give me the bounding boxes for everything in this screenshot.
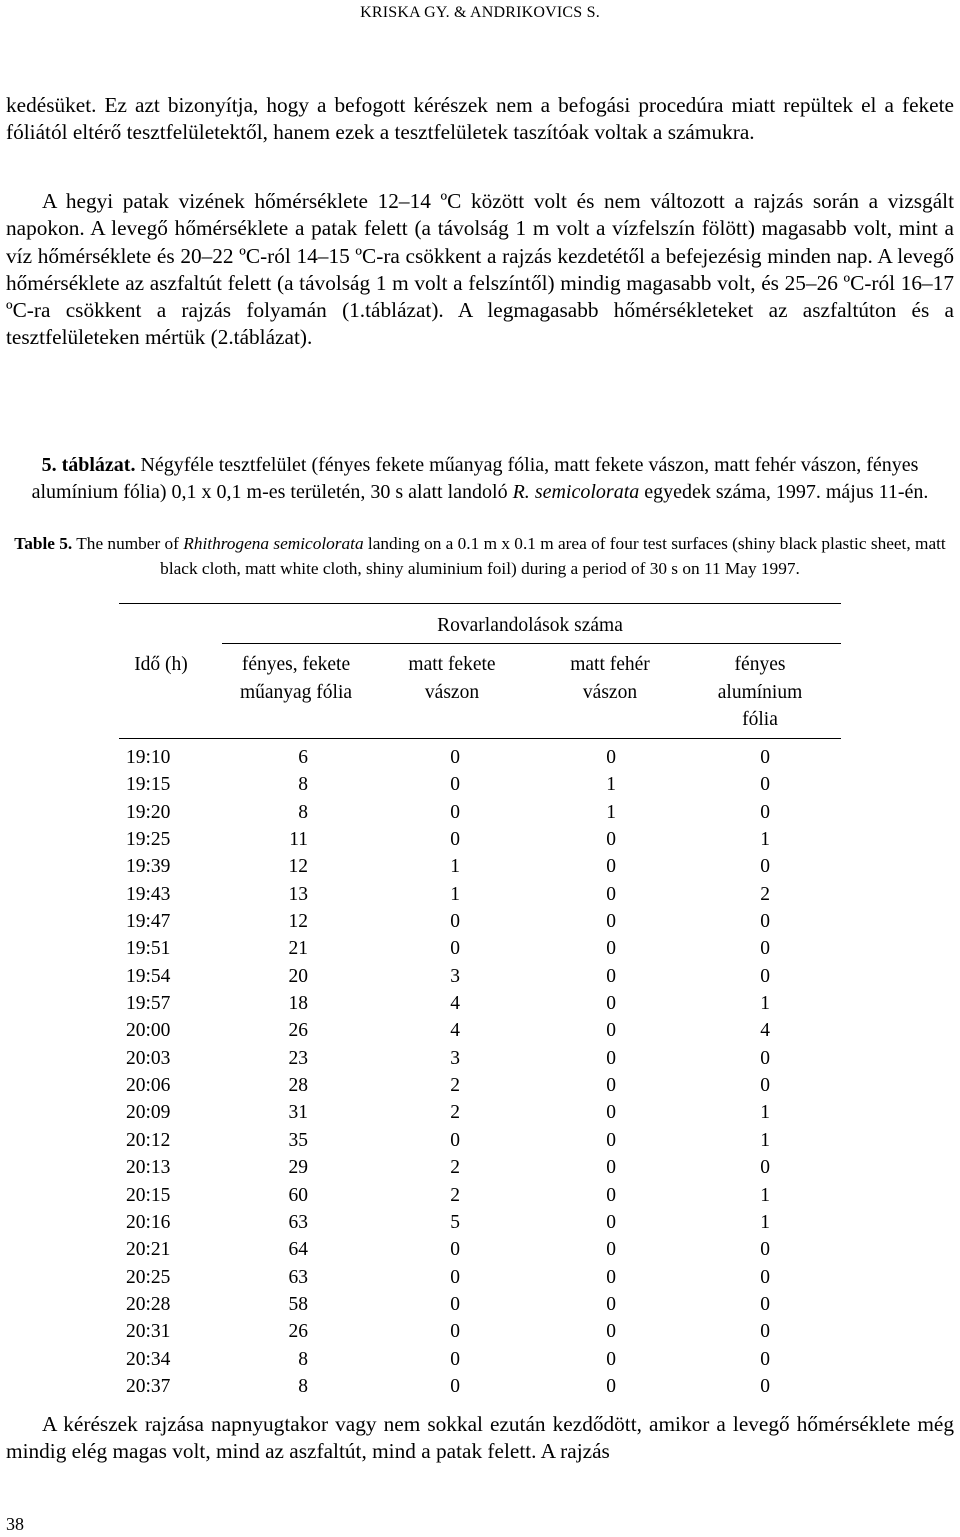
cell-matt-black: 2 (450, 1075, 460, 1097)
cell-matt-white: 0 (606, 938, 616, 960)
cell-aluminium: 1 (760, 1211, 770, 1233)
cell-aluminium: 0 (760, 1157, 770, 1179)
cell-black-plastic: 8 (298, 801, 308, 823)
cell-matt-black: 4 (450, 1020, 460, 1042)
cell-matt-black: 3 (450, 1047, 460, 1069)
cell-time: 20:37 (126, 1375, 171, 1397)
cell-matt-black: 5 (450, 1211, 460, 1233)
cell-matt-black: 3 (450, 965, 460, 987)
group-header-rule (222, 643, 841, 644)
cell-matt-white: 0 (606, 1375, 616, 1397)
caption-en-species: Rhithrogena semicolorata (183, 534, 364, 553)
caption-hu-text-1: Négyféle tesztfelület (fényes fekete műanyag fólia, matt fekete vászon, matt fehér vászon, fényes alumínium fólia) 0,1 x 0,1 m-es területén, 30 s alatt landoló (31, 454, 919, 503)
cell-time: 19:51 (126, 938, 171, 960)
cell-matt-black: 2 (450, 1184, 460, 1206)
cell-time: 20:13 (126, 1157, 171, 1179)
caption-hu-species: semicolorata (534, 480, 640, 503)
cell-time: 20:12 (126, 1129, 171, 1151)
cell-aluminium: 1 (760, 829, 770, 851)
caption-hu-genus: R. (512, 480, 530, 503)
cell-matt-white: 0 (606, 1047, 616, 1069)
cell-matt-white: 0 (606, 1348, 616, 1370)
cell-matt-black: 4 (450, 993, 460, 1015)
table-row (0, 963, 960, 990)
cell-aluminium: 0 (760, 1047, 770, 1069)
cell-matt-white: 0 (606, 1020, 616, 1042)
cell-matt-white: 0 (606, 1211, 616, 1233)
cell-matt-white: 0 (606, 1129, 616, 1151)
cell-aluminium: 0 (760, 1375, 770, 1397)
table-row (0, 1045, 960, 1072)
cell-time: 19:43 (126, 883, 171, 905)
table-row (0, 990, 960, 1017)
cell-time: 19:47 (126, 911, 171, 933)
cell-matt-black: 0 (450, 1129, 460, 1151)
table-row (0, 1072, 960, 1099)
table-row (0, 935, 960, 962)
col-header-matt-white: matt fehér vászon (570, 654, 650, 703)
cell-matt-black: 1 (450, 856, 460, 878)
cell-time: 19:15 (126, 774, 171, 796)
cell-black-plastic: 28 (288, 1075, 308, 1097)
table-row (0, 744, 960, 771)
cell-matt-black: 2 (450, 1157, 460, 1179)
table-row (0, 826, 960, 853)
col-header-time: Idő (h) (134, 654, 188, 675)
cell-aluminium: 4 (760, 1020, 770, 1042)
cell-time: 20:31 (126, 1321, 171, 1343)
cell-matt-white: 0 (606, 1157, 616, 1179)
cell-time: 20:25 (126, 1266, 171, 1288)
paragraph-temperature: A hegyi patak vizének hőmérséklete 12–14 ºC között volt és nem változott a rajzás során a vizsgált napokon. A levegő hőmérséklete a patak felett (a távolság 1 m volt a vízfelszín fölött) magasabb volt, mint a víz hőmérséklete és 20–22 ºC-ról 14–15 ºC-ra csökkent a rajzás kezdetétől a befejezésig minden nap. A levegő hőmérséklete az aszfaltút felett (a távolság 1 m volt a felszíntől) mindig magasabb volt, és 25–26 ºC-ról 16–17 ºC-ra csökkent a rajzás folyamán (1.táblázat). A legmagasabb hőmérsékleteket az aszfaltúton és a tesztfelületeken mértük (2.táblázat). (6, 189, 954, 350)
cell-matt-black: 0 (450, 774, 460, 796)
cell-matt-white: 0 (606, 1266, 616, 1288)
cell-matt-black: 0 (450, 911, 460, 933)
cell-matt-white: 0 (606, 1075, 616, 1097)
cell-aluminium: 0 (760, 965, 770, 987)
cell-black-plastic: 23 (288, 1047, 308, 1069)
table-row (0, 1346, 960, 1373)
table-row (0, 1236, 960, 1263)
cell-matt-black: 0 (450, 1348, 460, 1370)
cell-matt-white: 0 (606, 1102, 616, 1124)
cell-matt-white: 0 (606, 829, 616, 851)
cell-black-plastic: 11 (289, 829, 308, 851)
cell-aluminium: 0 (760, 1293, 770, 1315)
cell-matt-black: 0 (450, 938, 460, 960)
table-row (0, 1099, 960, 1126)
cell-matt-white: 0 (606, 856, 616, 878)
cell-matt-black: 0 (450, 1266, 460, 1288)
table-body (0, 744, 960, 1400)
caption-en-text-2: landing on a 0.1 m x 0.1 m area of four test surfaces (shiny black plastic sheet, matt black cloth, matt white cloth, shiny aluminium foil) during a period of 30 s on 11 May 1997. (160, 534, 946, 578)
table-row (0, 1291, 960, 1318)
cell-aluminium: 0 (760, 1348, 770, 1370)
cell-time: 19:54 (126, 965, 171, 987)
cell-aluminium: 0 (760, 1266, 770, 1288)
cell-matt-white: 0 (606, 965, 616, 987)
cell-black-plastic: 8 (298, 774, 308, 796)
cell-aluminium: 0 (760, 911, 770, 933)
page-number: 38 (6, 1514, 24, 1534)
cell-matt-black: 0 (450, 1293, 460, 1315)
caption-en-label: Table 5. (14, 534, 73, 553)
cell-aluminium: 0 (760, 774, 770, 796)
cell-aluminium: 1 (760, 1184, 770, 1206)
cell-black-plastic: 26 (288, 1321, 308, 1343)
cell-matt-white: 0 (606, 911, 616, 933)
cell-aluminium: 0 (760, 938, 770, 960)
cell-black-plastic: 6 (298, 747, 308, 768)
cell-aluminium: 1 (760, 1102, 770, 1124)
cell-time: 20:21 (126, 1239, 171, 1261)
cell-time: 19:10 (126, 747, 171, 768)
caption-hu-label: 5. táblázat. (41, 454, 136, 476)
table-row (0, 1318, 960, 1345)
running-head (0, 4, 960, 22)
table-row (0, 1017, 960, 1044)
paragraph-continuation: kedésüket. Ez azt bizonyítja, hogy a befogott kérészek nem a befogási procedúra miatt repültek el a fekete fóliától eltérő tesztfelületektől, hanem ezek a tesztfelületek taszítóak voltak a számukra. (6, 93, 954, 145)
cell-time: 19:39 (126, 856, 171, 878)
col-header-matt-black: matt fekete vászon (408, 654, 496, 703)
cell-matt-black: 0 (450, 1321, 460, 1343)
cell-black-plastic: 60 (288, 1184, 308, 1206)
cell-time: 20:09 (126, 1102, 171, 1124)
cell-aluminium: 0 (760, 1321, 770, 1343)
cell-black-plastic: 8 (298, 1348, 308, 1370)
cell-black-plastic: 58 (288, 1293, 308, 1315)
table-row (0, 1182, 960, 1209)
table-row (0, 881, 960, 908)
cell-matt-white: 0 (606, 747, 616, 768)
running-head-text: KRISKA GY. & ANDRIKOVICS S. (360, 4, 600, 21)
table-row (0, 853, 960, 880)
cell-black-plastic: 12 (288, 856, 308, 878)
cell-time: 20:34 (126, 1348, 171, 1370)
cell-matt-white: 1 (606, 801, 616, 823)
table-row (0, 1264, 960, 1291)
cell-matt-black: 0 (450, 801, 460, 823)
cell-aluminium: 0 (760, 856, 770, 878)
group-header: Rovarlandolások száma (437, 615, 623, 636)
cell-black-plastic: 13 (288, 883, 308, 905)
cell-black-plastic: 64 (288, 1239, 308, 1261)
cell-aluminium: 0 (760, 1075, 770, 1097)
cell-time: 19:57 (126, 993, 171, 1015)
cell-time: 20:06 (126, 1075, 171, 1097)
cell-aluminium: 1 (760, 993, 770, 1015)
cell-aluminium: 0 (760, 747, 770, 768)
cell-matt-black: 2 (450, 1102, 460, 1124)
table-row (0, 908, 960, 935)
cell-black-plastic: 29 (288, 1157, 308, 1179)
cell-matt-black: 1 (450, 883, 460, 905)
cell-time: 19:25 (126, 829, 171, 851)
cell-matt-black: 0 (450, 1375, 460, 1397)
table-row (0, 1154, 960, 1181)
cell-aluminium: 0 (760, 801, 770, 823)
cell-aluminium: 2 (760, 883, 770, 905)
cell-matt-white: 1 (606, 774, 616, 796)
caption-en-text-1: The number of (72, 534, 184, 553)
table-row (0, 1127, 960, 1154)
table-top-rule (119, 603, 841, 604)
cell-black-plastic: 12 (288, 911, 308, 933)
cell-black-plastic: 31 (288, 1102, 308, 1124)
cell-black-plastic: 8 (298, 1375, 308, 1397)
cell-matt-white: 0 (606, 993, 616, 1015)
table-row (0, 771, 960, 798)
cell-matt-white: 0 (606, 1184, 616, 1206)
col-header-black-plastic: fényes, fekete műanyag fólia (239, 654, 353, 703)
col-header-aluminium: fényes alumínium fólia (717, 654, 803, 730)
cell-black-plastic: 18 (288, 993, 308, 1015)
cell-aluminium: 0 (760, 1239, 770, 1261)
cell-time: 19:20 (126, 801, 171, 823)
cell-matt-white: 0 (606, 1293, 616, 1315)
cell-matt-black: 0 (450, 829, 460, 851)
cell-black-plastic: 63 (288, 1211, 308, 1233)
cell-matt-white: 0 (606, 1239, 616, 1261)
cell-aluminium: 1 (760, 1129, 770, 1151)
cell-black-plastic: 21 (288, 938, 308, 960)
table-row (0, 1373, 960, 1400)
cell-time: 20:03 (126, 1047, 171, 1069)
paragraph-swarming: A kérészek rajzása napnyugtakor vagy nem sokkal ezután kezdődött, amikor a levegő hőmérséklete még mindig elég magas volt, mind az aszfaltút, mind a patak felett. A rajzás (6, 1412, 954, 1464)
caption-hu-text-2: egyedek száma, 1997. május 11-én. (639, 480, 929, 503)
cell-time: 20:00 (126, 1020, 171, 1042)
table-row (0, 799, 960, 826)
cell-time: 20:16 (126, 1211, 171, 1233)
table-row (0, 1209, 960, 1236)
cell-black-plastic: 35 (288, 1129, 308, 1151)
cell-matt-white: 0 (606, 883, 616, 905)
table-caption-en (6, 532, 954, 581)
cell-matt-white: 0 (606, 1321, 616, 1343)
cell-matt-black: 0 (450, 747, 460, 768)
table-caption-hu (6, 452, 954, 505)
cell-time: 20:28 (126, 1293, 171, 1315)
cell-black-plastic: 26 (288, 1020, 308, 1042)
cell-black-plastic: 20 (288, 965, 308, 987)
cell-time: 20:15 (126, 1184, 171, 1206)
cell-matt-black: 0 (450, 1239, 460, 1261)
header-bottom-rule (119, 738, 841, 739)
cell-black-plastic: 63 (288, 1266, 308, 1288)
